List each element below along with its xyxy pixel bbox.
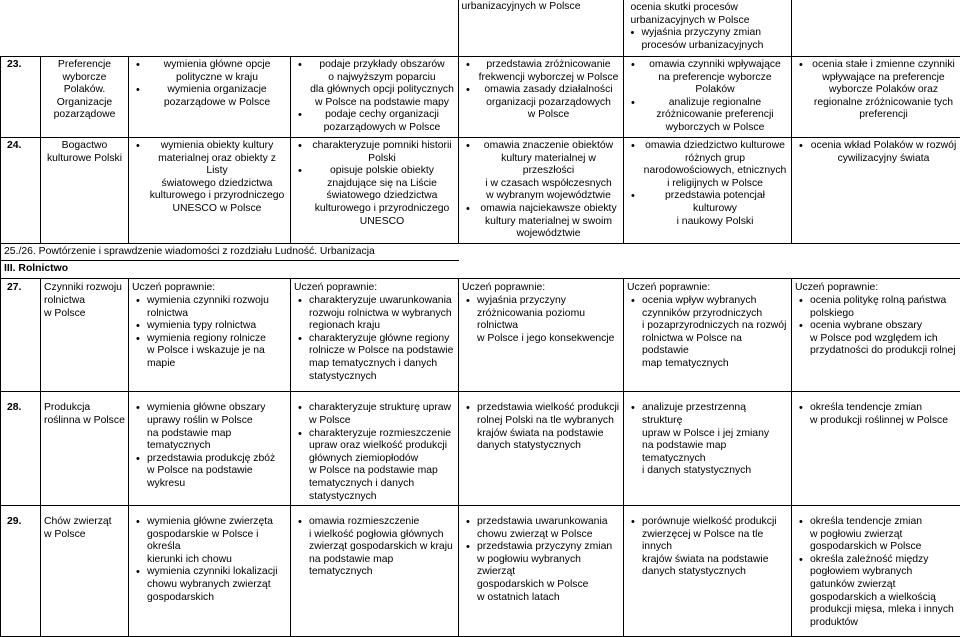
bullet-list	[627, 516, 788, 579]
list-item: • omawia rozmieszczenie i wielkość pogłowia głównych zwierząt gospodarskich w kraju na podstawie map tematycznych	[309, 516, 455, 579]
bullet-list	[462, 516, 620, 604]
requirements-excellent	[792, 57, 960, 138]
requirements-extended	[291, 57, 459, 138]
list-item: • porównuje wielkość produkcji zwierzęcej w Polsce na tle innych krajów świata na podstawie danych statystycznych	[642, 516, 788, 579]
section-title: III. Rolnictwo	[1, 261, 960, 279]
list-item: • ocenia wpływ wybranych czynników przyrodniczych i pozaprzyrodniczych na rozwój rolnictwa w Polsce na podstawie map tematycznych	[642, 295, 788, 371]
requirements-advanced	[459, 392, 624, 506]
bullet-list	[795, 140, 957, 165]
bullet-list	[795, 402, 957, 427]
requirements-excellent	[792, 138, 960, 244]
list-item: • określa zależność między pogłowiem wybranych gatunków zwierząt gospodarskich a wielkością produkcji mięsa, mleka i innych produktów	[810, 554, 957, 630]
list-item: • omawia dziedzictwo kulturowe różnych grup narodowościowych, etnicznych i religijnych w Polsce	[642, 140, 788, 190]
bullet-list	[132, 295, 287, 371]
bullet-list	[627, 295, 788, 371]
requirements-basic	[129, 392, 291, 506]
lesson-topic: Czynniki rozwoju rolnictwa w Polsce	[41, 279, 129, 392]
list-item: • analizuje przestrzenną strukturę upraw w Polsce i jej zmiany na podstawie map tematycznych i danych statystycznych	[642, 402, 788, 478]
requirements-extended	[291, 392, 459, 506]
requirements-extended	[291, 506, 459, 637]
bullet-list	[132, 59, 287, 109]
student-label: Uczeń poprawnie:	[462, 282, 620, 295]
bullet-list	[462, 402, 620, 452]
list-item: • charakteryzuje rozmieszczenie upraw oraz wielkość produkcji głównych ziemiopłodów w Polsce na podstawie map tematycznych i danych statystycznych	[309, 428, 455, 504]
student-label: Uczeń poprawnie:	[294, 282, 455, 295]
bullet-list	[294, 140, 455, 228]
list-item: • charakteryzuje główne regiony rolnicze w Polsce na podstawie map tematycznych i danych statystycznych	[309, 333, 455, 383]
lesson-topic: Produkcja roślinna w Polsce	[41, 392, 129, 506]
requirements-extended	[291, 279, 459, 392]
list-item: • charakteryzuje pomniki historii Polski	[309, 140, 455, 165]
requirements-complete	[624, 279, 792, 392]
student-label: Uczeń poprawnie:	[132, 282, 287, 295]
bullet-list	[462, 59, 620, 122]
list-item: • wymienia czynniki lokalizacji chowu wybranych zwierząt gospodarskich	[147, 566, 287, 604]
list-item: • ocenia wybrane obszary w Polsce pod względem ich przydatności do produkcji rolnej	[810, 320, 957, 358]
section-row	[1, 261, 960, 279]
list-item: • wyjaśnia przyczyny zmian procesów urbanizacyjnych	[642, 27, 788, 52]
bullet-list	[795, 59, 957, 122]
bullet-list	[132, 402, 287, 490]
list-item: • ocenia wkład Polaków w rozwój cywilizacyjny świata	[810, 140, 957, 165]
requirements-basic	[129, 57, 291, 138]
bullet-list	[462, 295, 620, 345]
requirements-complete	[624, 57, 792, 138]
list-item: • omawia najciekawsze obiekty kultury materialnej w swoim województwie	[477, 203, 620, 241]
requirements-advanced	[459, 506, 624, 637]
list-item: • określa tendencje zmian w produkcji roślinnej w Polsce	[810, 402, 957, 427]
bullet-list	[132, 516, 287, 604]
list-item: • przedstawia potencjał kulturowy i naukowy Polski	[642, 190, 788, 228]
list-item: • wymienia organizacje pozarządowe w Polsce	[147, 84, 287, 109]
requirements-basic	[129, 279, 291, 392]
requirements-complete	[624, 138, 792, 244]
requirements-extended	[291, 138, 459, 244]
bullet-list	[294, 295, 455, 383]
curriculum-table	[0, 0, 960, 57]
bullet-list	[132, 140, 287, 216]
list-item: • wymienia obiekty kultury materialnej oraz obiekty z Listy światowego dziedzictwa kulturowego i przyrodniczego UNESCO w Polsce	[147, 140, 287, 216]
curriculum-table-body	[0, 56, 960, 637]
bullet-list	[462, 140, 620, 241]
list-item: • omawia czynniki wpływające na preferencje wyborcze Polaków	[642, 59, 788, 97]
list-item: • wyjaśnia przyczyny zróżnicowania poziomu rolnictwa w Polsce i jego konsekwencje	[477, 295, 620, 345]
lesson-number: 27.	[1, 279, 41, 392]
list-item: • omawia zasady działalności organizacji pozarządowych w Polsce	[477, 84, 620, 122]
list-item: • analizuje regionalne zróżnicowanie preferencji wyborczych w Polsce	[642, 97, 788, 135]
list-item: • określa tendencje zmian w pogłowiu zwierząt gospodarskich w Polsce	[810, 516, 957, 554]
student-label: Uczeń poprawnie:	[795, 282, 957, 295]
topic-row	[1, 138, 960, 244]
list-item: • wymienia główne obszary uprawy roślin w Polsce na podstawie map tematycznych	[147, 402, 287, 452]
lesson-topic: Chów zwierząt w Polsce	[41, 506, 129, 637]
requirements-complete	[624, 392, 792, 506]
student-label: Uczeń poprawnie:	[627, 282, 788, 295]
list-item: • opisuje polskie obiekty znajdujące się na Liście światowego dziedzictwa kulturowego i przyrodniczego UNESCO	[309, 165, 455, 228]
list-item: • charakteryzuje uwarunkowania rozwoju rolnictwa w wybranych regionach kraju	[309, 295, 455, 333]
review-row	[1, 243, 960, 261]
review-text: 25./26. Powtórzenie i sprawdzenie wiadomości z rozdziału Ludność. Urbanizacja	[1, 243, 459, 261]
requirements-excellent	[792, 506, 960, 637]
topic-row	[1, 57, 960, 138]
requirements-basic	[129, 138, 291, 244]
list-item: • wymienia główne zwierzęta gospodarskie w Polsce i określa kierunki ich chowu	[147, 516, 287, 566]
lesson-number: 29.	[1, 506, 41, 637]
list-item: • podaje cechy organizacji pozarządowych w Polsce	[309, 109, 455, 134]
list-item: • omawia znaczenie obiektów kultury materialnej w przeszłości i w czasach współczesnych w wybranym województwie	[477, 140, 620, 203]
list-item: • wymienia typy rolnictwa	[147, 320, 287, 333]
cont-col4: urbanizacyjnych w Polsce	[462, 1, 620, 14]
list-item: • przedstawia zróżnicowanie frekwencji wyborczej w Polsce	[477, 59, 620, 84]
list-item: • przedstawia przyczyny zmian w pogłowiu wybranych zwierząt gospodarskich w Polsce w ostatnich latach	[477, 541, 620, 604]
list-item: • przedstawia wielkość produkcji rolnej Polski na tle wybranych krajów świata na podstawie danych statystycznych	[477, 402, 620, 452]
bullet-list	[627, 140, 788, 228]
requirements-advanced	[459, 57, 624, 138]
topic-row	[1, 392, 960, 506]
list-item: • charakteryzuje strukturę upraw w Polsce	[309, 402, 455, 427]
cont-col5-list	[627, 27, 788, 52]
bullet-list	[795, 516, 957, 629]
topic-row	[1, 506, 960, 637]
lesson-number: 24.	[1, 138, 41, 244]
requirements-advanced	[459, 138, 624, 244]
list-item: • przedstawia uwarunkowania chowu zwierząt w Polsce	[477, 516, 620, 541]
bullet-list	[627, 59, 788, 135]
bullet-list	[627, 402, 788, 478]
lesson-number: 28.	[1, 392, 41, 506]
list-item: • wymienia regiony rolnicze w Polsce i wskazuje je na mapie	[147, 333, 287, 371]
lesson-topic: Preferencje wyborcze Polaków. Organizacje pozarządowe	[41, 57, 129, 138]
requirements-basic	[129, 506, 291, 637]
list-item: • podaje przykłady obszarów o najwyższym poparciu dla głównych opcji politycznych w Polsce na podstawie mapy	[309, 59, 455, 109]
requirements-complete	[624, 506, 792, 637]
list-item: • wymienia czynniki rozwoju rolnictwa	[147, 295, 287, 320]
bullet-list	[294, 59, 455, 135]
continuation-row	[0, 0, 960, 57]
topic-row	[1, 279, 960, 392]
list-item: • ocenia stałe i zmienne czynniki wpływające na preferencje wyborcze Polaków oraz regionalne zróżnicowanie tych preferencji	[810, 59, 957, 122]
requirements-excellent	[792, 392, 960, 506]
list-item: • przedstawia produkcję zbóż w Polsce na podstawie wykresu	[147, 453, 287, 491]
list-item: • wymienia główne opcje polityczne w kraju	[147, 59, 287, 84]
cont-col5-text: ocenia skutki procesów urbanizacyjnych w Polsce	[627, 2, 788, 27]
bullet-list	[795, 295, 957, 358]
bullet-list	[294, 402, 455, 503]
lesson-number: 23.	[1, 57, 41, 138]
lesson-topic: Bogactwo kulturowe Polski	[41, 138, 129, 244]
requirements-excellent	[792, 279, 960, 392]
bullet-list	[294, 516, 455, 579]
list-item: • ocenia politykę rolną państwa polskiego	[810, 295, 957, 320]
requirements-advanced	[459, 279, 624, 392]
